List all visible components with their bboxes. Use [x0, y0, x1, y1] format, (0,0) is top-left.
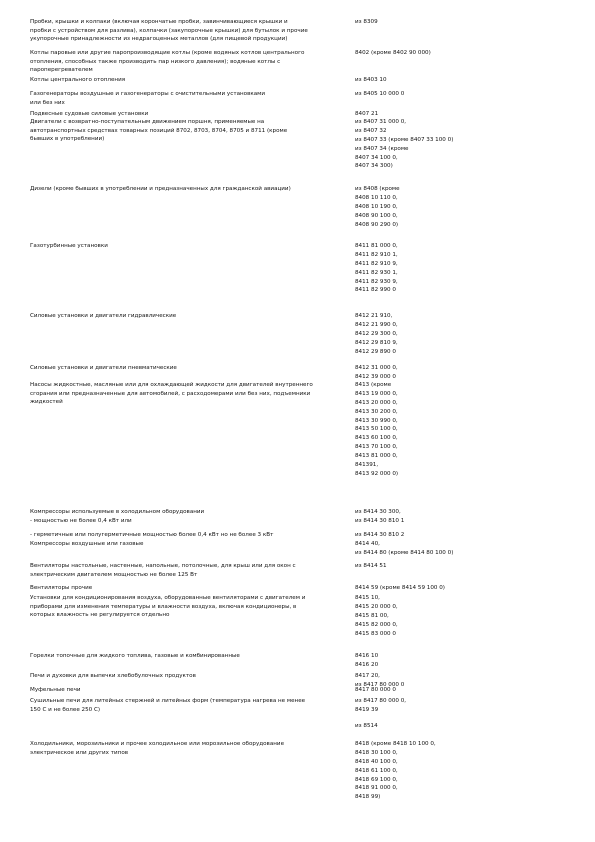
row-description: [30, 242, 348, 251]
tn-ved-code: 8412 29 810 9,: [355, 339, 398, 346]
row-description: [30, 312, 348, 321]
tn-ved-code: 8408 90 100 0,: [355, 212, 398, 219]
row-codes: [355, 540, 585, 558]
tn-ved-code: 8407 34 100 0,: [355, 154, 398, 161]
tn-ved-code: 8418 61 100 0,: [355, 767, 398, 774]
tn-ved-code: из 8407 33 (кроме 8407 33 100 0): [355, 136, 454, 143]
description-line: приборами для изменения температуры и влажности воздуха, включая кондиционеры, в: [30, 603, 297, 610]
tn-ved-code: из 8309: [355, 19, 378, 25]
tn-ved-code: 8408 10 110 0,: [355, 194, 398, 201]
row-description: [30, 584, 348, 593]
description-line: Подвесные судовые силовые установки: [30, 111, 149, 117]
tn-ved-code: 8412 39 000 0: [355, 373, 396, 380]
row-codes: [355, 531, 585, 540]
row-codes: [355, 652, 585, 670]
row-description: [30, 594, 348, 620]
row-description: [30, 76, 348, 85]
description-line: Газотурбинные установки: [30, 243, 108, 249]
description-line: Силовые установки и двигатели гидравлические: [30, 313, 177, 319]
row-description: [30, 508, 348, 517]
row-description: [30, 562, 348, 579]
description-line: жидкостей: [30, 399, 63, 405]
tn-ved-code: 841391,: [355, 462, 379, 469]
description-line: Силовые установки и двигатели пневматические: [30, 365, 177, 371]
tn-ved-code: 8413 70 100 0,: [355, 444, 398, 451]
tn-ved-code: 8413 19 000 0,: [355, 390, 398, 397]
tn-ved-code: 8415 83 000 0: [355, 630, 396, 637]
tn-ved-code: 8411 81 000 0,: [355, 243, 398, 249]
tn-ved-code: 8415 10,: [355, 595, 380, 601]
tn-ved-code: 8413 50 100 0,: [355, 426, 398, 433]
description-line: Насосы жидкостные, масляные или для охлаждающей жидкости для двигателей внутреннего: [30, 382, 313, 388]
description-line: Дизели (кроме бывших в употреблении и предназначенных для гражданской авиации): [30, 186, 291, 192]
tn-ved-code: 8407 34 300): [355, 163, 393, 170]
tn-ved-code: 8419 39: [355, 706, 379, 713]
row-description: [30, 652, 348, 661]
tn-ved-code: из 8405 10 000 0: [355, 91, 405, 97]
tn-ved-code: из 8414 51: [355, 563, 387, 569]
tn-ved-code: 8414 59 (кроме 8414 59 100 0): [355, 585, 445, 591]
tn-ved-code: 8412 29 890 0: [355, 348, 396, 355]
description-line: Холодильники, морозильники и прочее холодильное или морозильное оборудование: [30, 741, 285, 747]
tn-ved-code: из 8408 (кроме: [355, 186, 400, 192]
tn-ved-code: 8413 81 000 0,: [355, 453, 398, 460]
description-line: Вентиляторы прочие: [30, 585, 93, 591]
row-description: [30, 697, 348, 714]
description-line: Газогенераторы воздушные и газогенераторы с очистительными установками: [30, 91, 266, 97]
description-line: Муфельные печи: [30, 687, 81, 693]
tn-ved-code: 8415 20 000 0,: [355, 603, 398, 610]
tn-ved-code: 8411 82 930 1,: [355, 269, 398, 276]
row-codes: [355, 562, 585, 571]
tn-ved-code: из 8414 30 810 1: [355, 518, 405, 524]
row-description: [30, 540, 348, 549]
tn-ved-code: 8413 30 200 0,: [355, 408, 398, 415]
tn-ved-code: из 8407 34 (кроме: [355, 145, 409, 152]
row-codes: [355, 381, 585, 479]
tn-ved-code: из 8407 31 000 0,: [355, 119, 407, 125]
row-description: [30, 118, 348, 144]
tn-ved-code: 8418 91 000 0,: [355, 785, 398, 792]
description-line: которых влажность не регулируется отдельно: [30, 612, 170, 618]
row-codes: [355, 364, 585, 382]
row-codes: [355, 312, 585, 356]
description-line: отопления, способных также производить пар низкого давления); водяные котлы с: [30, 58, 281, 65]
description-line: электрическое или других типов: [30, 749, 129, 756]
tn-ved-code: 8411 82 910 9,: [355, 260, 398, 267]
tn-ved-code: 8417 20,: [355, 673, 380, 679]
row-description: [30, 364, 348, 373]
tn-ved-code: из 8403 10: [355, 77, 387, 83]
row-codes: [355, 185, 585, 229]
tn-ved-code: 8418 (кроме 8418 10 100 0,: [355, 741, 436, 747]
description-line: Компрессоры воздушные или газовые: [30, 541, 144, 547]
row-codes: [355, 508, 585, 517]
tn-ved-code: 8412 29 300 0,: [355, 330, 398, 337]
row-description: [30, 90, 348, 107]
description-line: электрическим двигателем мощностью не более 125 Вт: [30, 571, 198, 578]
tn-ved-code: 8413 20 000 0,: [355, 399, 398, 406]
description-line: - мощностью не более 0,4 кВт или: [30, 518, 132, 524]
description-line: Котлы центрального отопления: [30, 77, 126, 83]
row-description: [30, 672, 348, 681]
tn-ved-code: 8413 92 000 0): [355, 470, 399, 477]
tn-ved-code: 8416 10: [355, 653, 379, 659]
row-codes: [355, 740, 585, 802]
description-line: 150 С и не более 250 С): [30, 706, 101, 713]
tn-ved-code: 8418 40 100 0,: [355, 758, 398, 765]
tn-ved-code: из 8414 30 300,: [355, 509, 401, 515]
row-codes: [355, 517, 585, 526]
tn-ved-code: из 8414 30 810 2: [355, 532, 405, 538]
row-description: [30, 517, 348, 526]
tn-ved-code: 8418 99): [355, 794, 381, 801]
tn-ved-code: 8418 69 100 0,: [355, 776, 398, 783]
tn-ved-code: 8412 21 910,: [355, 313, 393, 319]
description-line: - герметичные или полугерметичные мощностью более 0,4 кВт но не более 3 кВт: [30, 532, 274, 538]
description-line: укупорочные принадлежности из недрагоценных металлов (для пищевой продукции): [30, 36, 288, 42]
row-codes: [355, 697, 585, 715]
row-codes: [355, 686, 585, 695]
description-line: или без них: [30, 99, 65, 106]
description-line: Компрессоры используемые в холодильном оборудовании: [30, 509, 205, 515]
description-line: бывших в употреблении): [30, 136, 105, 142]
row-description: [30, 18, 348, 44]
tn-ved-code: 8413 30 990 0,: [355, 417, 398, 424]
tn-ved-code: из 8514: [355, 723, 378, 729]
tn-ved-code: 8418 30 100 0,: [355, 749, 398, 756]
row-codes: [355, 594, 585, 638]
description-line: автотранспортных средствах товарных позиций 8702, 8703, 8704, 8705 и 8711 (кроме: [30, 127, 288, 134]
tn-ved-code: 8411 82 910 1,: [355, 251, 398, 258]
row-codes: [355, 242, 585, 295]
row-codes: [355, 18, 585, 27]
tn-ved-code: 8412 21 990 0,: [355, 321, 398, 328]
row-description: [30, 185, 348, 194]
row-description: [30, 381, 348, 407]
description-line: пробки с устройством для разлива), колпачки (закупорочные крышки) для бутылок и прочие: [30, 27, 308, 34]
tn-ved-code: 8413 (кроме: [355, 382, 392, 388]
description-line: пароперегревателем: [30, 67, 93, 73]
row-codes: [355, 90, 585, 99]
row-codes: [355, 584, 585, 593]
description-line: Горелки топочные для жидкого топлива, газовые и комбинированные: [30, 653, 240, 659]
tn-ved-code: 8412 31 000 0,: [355, 365, 398, 371]
row-codes: [355, 118, 585, 171]
tn-ved-code: из 8417 80 000 0,: [355, 698, 407, 704]
description-line: Сушильные печи для литейных стержней и литейных форм (температура нагрева не менее: [30, 698, 306, 704]
tn-ved-code: 8415 81 00,: [355, 612, 389, 619]
description-line: Вентиляторы настольные, настенные, напольные, потолочные, для крыш или для окон с: [30, 563, 296, 569]
row-codes: [355, 49, 585, 58]
tn-ved-code: 8416 20: [355, 661, 379, 668]
tn-ved-code: 8413 60 100 0,: [355, 435, 398, 442]
description-line: Котлы паровые или другие паропроизводящие котлы (кроме водяных котлов центрального: [30, 50, 305, 56]
row-description: [30, 49, 348, 75]
description-line: Печи и духовки для выпечки хлебобулочных продуктов: [30, 673, 196, 679]
tn-ved-code: 8407 21: [355, 111, 379, 117]
tn-ved-code: 8411 82 990 0: [355, 287, 396, 294]
description-line: сгорания или предназначенные для автомобилей, с расходомерами или без них, подъемники: [30, 390, 311, 397]
tn-ved-code: 8411 82 930 9,: [355, 278, 398, 285]
row-codes: [355, 722, 585, 731]
description-line: Двигатели с возвратно-поступательным движением поршня, применяемые на: [30, 119, 265, 125]
row-description: [30, 686, 348, 695]
description-line: Пробки, крышки и колпаки (включая корончатые пробки, завинчивающиеся крышки и: [30, 19, 288, 25]
row-codes: [355, 76, 585, 85]
tn-ved-code: 8408 10 190 0,: [355, 203, 398, 210]
row-description: [30, 531, 348, 540]
tn-ved-code: 8415 82 000 0,: [355, 621, 398, 628]
tn-ved-code: 8402 (кроме 8402 90 000): [355, 50, 431, 56]
description-line: Установки для кондиционирования воздуха, оборудованные вентиляторами с двигателем и: [30, 595, 306, 601]
tn-ved-code: из 8417 80 000 0: [355, 681, 405, 688]
tn-ved-code: из 8414 80 (кроме 8414 80 100 0): [355, 549, 454, 556]
tn-ved-code: из 8407 32: [355, 127, 387, 134]
tn-ved-code: 8417 80 000 0: [355, 687, 396, 693]
tn-ved-code: 8414 40,: [355, 541, 380, 547]
row-description: [30, 740, 348, 757]
tn-ved-code: 8408 90 290 0): [355, 221, 399, 228]
